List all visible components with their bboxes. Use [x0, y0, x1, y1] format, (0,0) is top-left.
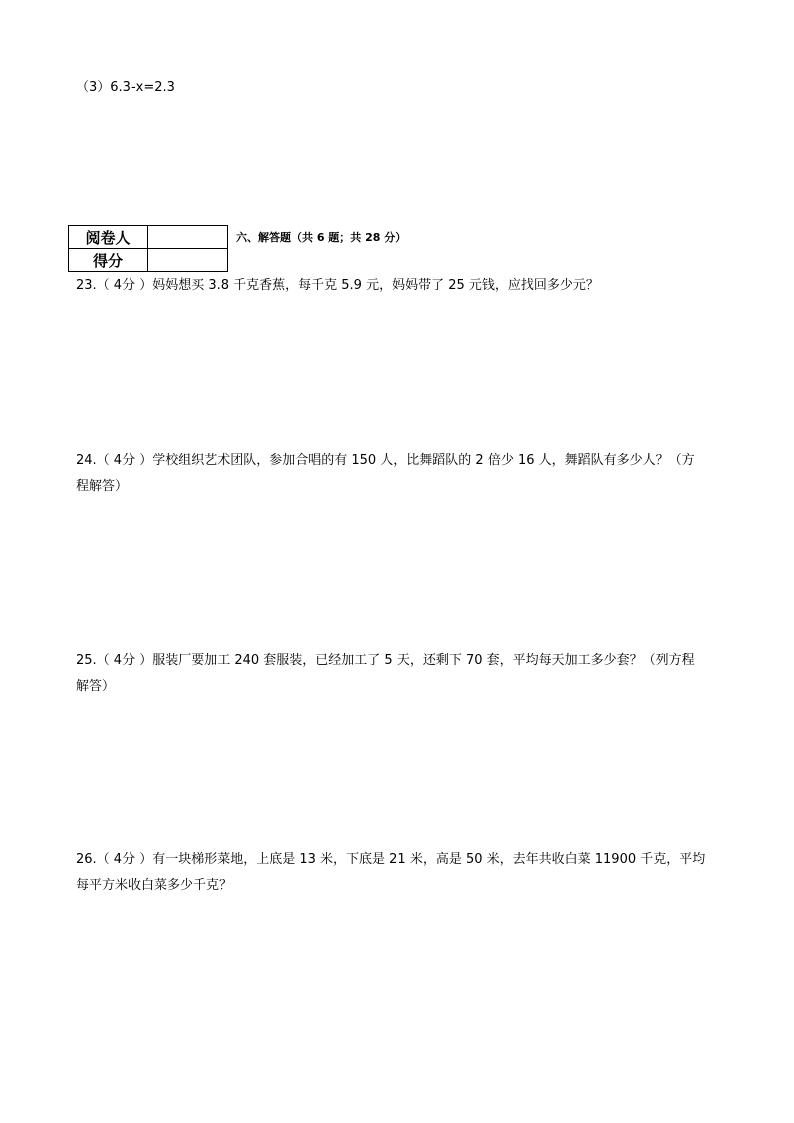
question-23 [76, 273, 721, 299]
section-title: 六、解答题（共 6 题；共 28 分） [236, 231, 407, 244]
question-25 [76, 648, 721, 700]
question-25-line-2: 解答） [76, 679, 116, 694]
question-24-line-2: 程解答） [76, 479, 129, 494]
question-25-line-1: 25.（ 4分 ）服装厂要加工 240 套服装，已经加工了 5 天，还剩下 70 套，平均每天加工多少套？（列方程 [76, 653, 695, 668]
reviewer-label: 阅卷人 [69, 226, 148, 249]
score-table [68, 225, 228, 272]
question-24 [76, 448, 721, 500]
score-cell[interactable] [148, 249, 228, 272]
question-23-line-1: 23.（ 4分 ）妈妈想买 3.8 千克香蕉，每千克 5.9 元，妈妈带了 25 元钱，应找回多少元？ [76, 278, 599, 293]
question-26 [76, 847, 721, 899]
question-26-line-1: 26.（ 4分 ）有一块梯形菜地，上底是 13 米，下底是 21 米，高是 50 米，去年共收白菜 11900 千克，平均 [76, 852, 706, 867]
equation-3: （3）6.3-x=2.3 [76, 80, 175, 95]
reviewer-cell[interactable] [148, 226, 228, 249]
question-24-line-1: 24.（ 4分 ）学校组织艺术团队，参加合唱的有 150 人，比舞蹈队的 2 倍少 16 人，舞蹈队有多少人？（方 [76, 453, 695, 468]
score-label: 得分 [69, 249, 148, 272]
question-26-line-2: 每平方米收白菜多少千克？ [76, 878, 233, 893]
